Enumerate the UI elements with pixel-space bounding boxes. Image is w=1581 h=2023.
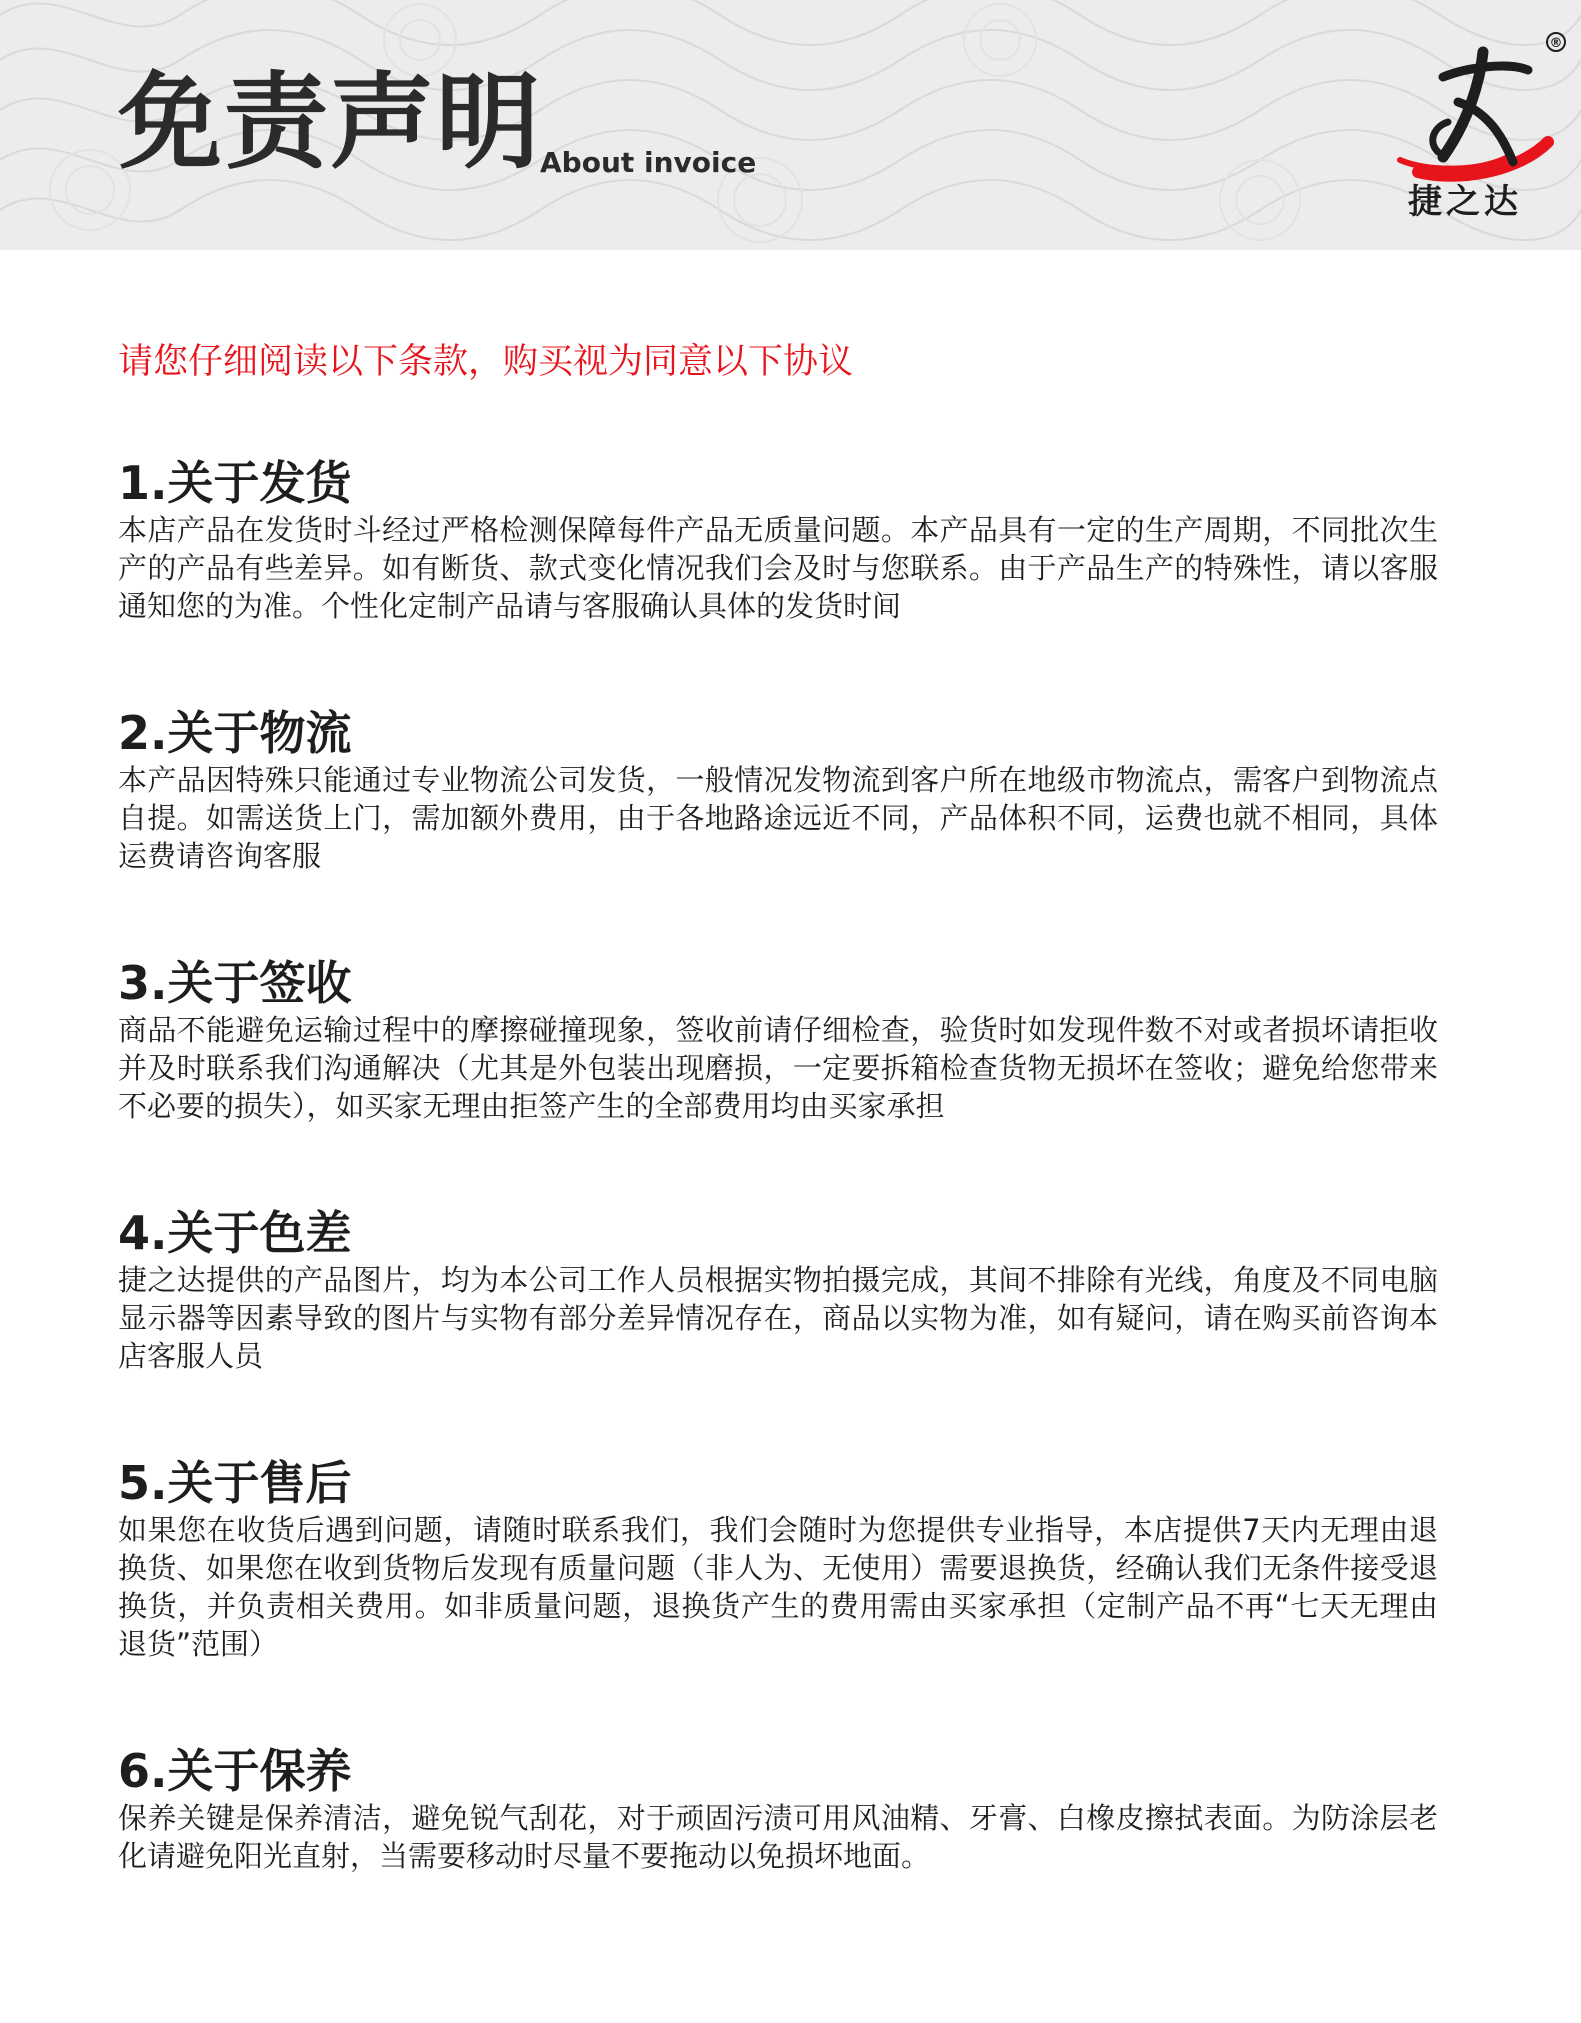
section-title: 4.关于色差 (118, 1206, 352, 1260)
section-body: 如果您在收货后遇到问题，请随时联系我们，我们会随时为您提供专业指导，本店提供7天内无理由退换货、如果您在收到货物后发现有质量问题（非人为、无使用）需要退换货，经确认我们无条件接受退换货，并负责相关费用。如非质量问题，退换货产生的费用需由买家承担（定制产品不再“七天无理由退货”范围） (118, 1513, 1438, 1661)
section-title: 3.关于签收 (118, 956, 352, 1010)
section-body: 商品不能避免运输过程中的摩擦碰撞现象，签收前请仔细检查，验货时如发现件数不对或者损坏请拒收并及时联系我们沟通解决（尤其是外包装出现磨损，一定要拆箱检查货物无损坏在签收；避免给您带来不必要的损失），如买家无理由拒签产生的全部费用均由买家承担 (118, 1013, 1438, 1123)
section-title: 1.关于发货 (118, 456, 352, 510)
section-logistics (118, 705, 1438, 875)
section-body: 本产品因特殊只能通过专业物流公司发货，一般情况发物流到客户所在地级市物流点，需客户到物流点自提。如需送货上门，需加额外费用，由于各地路途远近不同，产品体积不同，运费也就不相同，具体运费请咨询客服 (118, 763, 1438, 873)
section-shipping (118, 455, 1438, 625)
page-subtitle: About invoice (540, 146, 757, 179)
section-title: 2.关于物流 (118, 706, 352, 760)
section-body: 本店产品在发货时斗经过严格检测保障每件产品无质量问题。本产品具有一定的生产周期，不同批次生产的产品有些差异。如有断货、款式变化情况我们会及时与您联系。由于产品生产的特殊性，请以客服通知您的为准。个性化定制产品请与客服确认具体的发货时间 (118, 513, 1438, 623)
header-banner (0, 0, 1581, 250)
registered-mark: ® (1549, 36, 1563, 51)
section-maintenance (118, 1743, 1438, 1875)
section-color-difference (118, 1205, 1438, 1375)
section-body: 捷之达提供的产品图片，均为本公司工作人员根据实物拍摄完成，其间不排除有光线，角度及不同电脑显示器等因素导致的图片与实物有部分差异情况存在，商品以实物为准，如有疑问，请在购买前咨询本店客服人员 (118, 1263, 1438, 1373)
section-after-sales (118, 1455, 1438, 1663)
page-title: 免责声明 (118, 61, 543, 183)
section-receipt (118, 955, 1438, 1125)
agreement-notice: 请您仔细阅读以下条款，购买视为同意以下协议 (118, 342, 854, 382)
section-body: 保养关键是保养清洁，避免锐气刮花，对于顽固污渍可用风油精、牙膏、白橡皮擦拭表面。为防涂层老化请避免阳光直射，当需要移动时尽量不要拖动以免损坏地面。 (118, 1801, 1438, 1873)
brand-name: 捷之达 (1408, 182, 1522, 222)
section-title: 6.关于保养 (118, 1744, 352, 1798)
section-title: 5.关于售后 (118, 1456, 352, 1510)
